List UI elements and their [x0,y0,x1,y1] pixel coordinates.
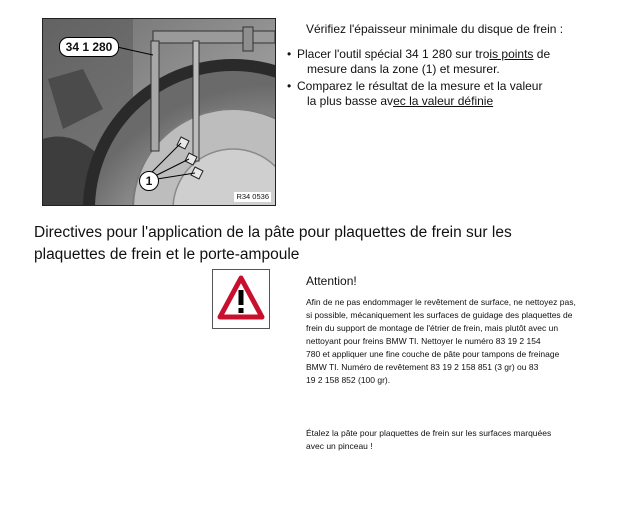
note-line: BMW TI. Numéro de revêtement 83 19 2 158 851 (3 gr) ou 83 [306,362,539,372]
attention-title: Attention! [306,274,357,288]
section-heading-line: plaquettes de frein et le porte-ampoule [34,246,300,263]
section-heading-line: Directives pour l'application de la pâte pour plaquettes de frein sur les [34,224,512,241]
figure-code: R34 0536 [236,192,269,201]
callout-1: 1 [139,171,159,191]
instruction-line: Étalez la pâte pour plaquettes de frein sur les surfaces marquées [306,428,552,438]
bullet-item [287,47,597,77]
bullet-line: Comparez le résultat de la mesure et la valeur [297,79,543,93]
bullet-line: la plus basse avec la valeur définie [307,94,494,108]
bullet-line: Placer l'outil spécial 34 1 280 sur trois points de [297,47,551,61]
warning-triangle-icon [217,274,265,322]
bullet-dot-icon: • [287,79,292,93]
tool-number-label: 34 1 280 [59,37,119,57]
note-line: Afin de ne pas endommager le revêtement de surface, ne nettoyez pas, [306,297,576,307]
warning-note [306,296,606,387]
note-line: si possible, mécaniquement les surfaces de guidage des plaquettes de [306,310,573,320]
bullet-dot-icon: • [287,47,292,61]
instruction-line: avec un pinceau ! [306,441,373,451]
instruction-text [306,427,606,453]
step-title: Vérifiez l'épaisseur minimale du disque de frein : [306,22,564,36]
section-heading [34,222,594,266]
bullet-line: mesure dans la zone (1) et mesurer. [307,62,500,76]
note-line: frein du support de montage de l'étrier de frein, mais plutôt avec un [306,323,559,333]
bullet-item [287,79,597,109]
note-line: 780 et appliquer une fine couche de pâte pour tampons de freinage [306,349,560,359]
warning-box [212,269,270,329]
note-line: nettoyant pour freins BMW TI. Nettoyer le numéro 83 19 2 154 [306,336,541,346]
note-line: 19 2 158 852 (100 gr). [306,375,391,385]
brake-disc-figure [42,18,276,206]
step-bullets [287,47,597,111]
